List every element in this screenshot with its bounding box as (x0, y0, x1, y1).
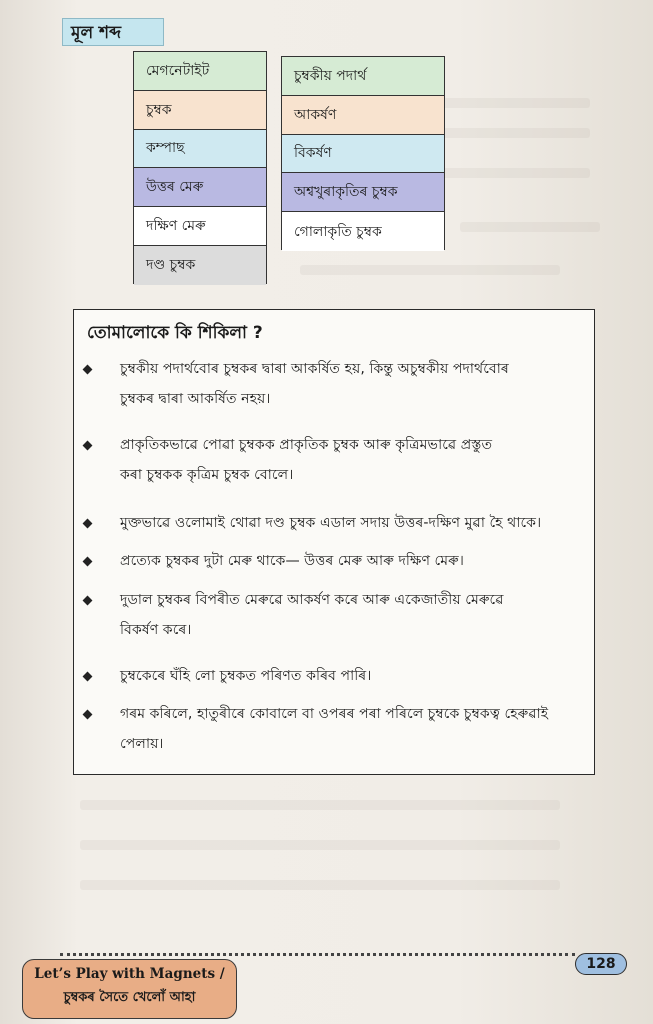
keyword-cell: কম্পাছ (134, 130, 266, 169)
bleed-through-text (80, 800, 560, 810)
book-title-en: Let’s Play with Magnets / (34, 966, 225, 982)
bullet-text-line: চুম্বকৰ দ্বাৰা আকৰ্ষিত নহয়। (120, 391, 271, 407)
footer-divider (60, 953, 575, 956)
keyword-cell: আকৰ্ষণ (282, 96, 444, 135)
bullet-text-line: প্ৰাকৃতিকভাৱে পোৱা চুম্বকক প্ৰাকৃতিক চুম্বক আৰু কৃত্ৰিমভাৱে প্ৰস্তুত (120, 437, 493, 453)
diamond-bullet-icon (83, 519, 93, 529)
keyword-list-right (281, 56, 445, 250)
book-title-as: চুম্বকৰ সৈতে খেলোঁ আহা (63, 990, 196, 1005)
keyword-cell: দণ্ড চুম্বক (134, 246, 266, 285)
keyword-heading: মূল শব্দ (62, 18, 164, 46)
book-title-badge (22, 959, 237, 1019)
keyword-cell: উত্তৰ মেৰু (134, 168, 266, 207)
keyword-cell: অশ্বখুৰাকৃতিৰ চুম্বক (282, 173, 444, 212)
summary-bullet (84, 546, 584, 576)
bullet-text-line: চুম্বকেৰে ঘঁহি লো চুম্বকত পৰিণত কৰিব পাৰি। (120, 668, 372, 684)
keyword-list-left (133, 51, 267, 284)
summary-bullet (84, 585, 584, 645)
keyword-cell: গোলাকৃতি চুম্বক (282, 212, 444, 251)
bullet-text-line: কৰা চুম্বকক কৃত্ৰিম চুম্বক বোলে। (120, 467, 294, 483)
summary-bullet (84, 699, 584, 759)
bullet-text-line: প্ৰত্যেক চুম্বকৰ দুটা মেৰু থাকে— উত্তৰ মেৰু আৰু দক্ষিণ মেৰু। (120, 553, 464, 569)
keyword-cell: মেগনেটাইট (134, 52, 266, 91)
summary-box (73, 309, 595, 775)
summary-bullet (84, 508, 584, 538)
summary-bullet (84, 430, 584, 490)
diamond-bullet-icon (83, 557, 93, 567)
diamond-bullet-icon (83, 672, 93, 682)
diamond-bullet-icon (83, 596, 93, 606)
page-number: 128 (575, 953, 627, 975)
keyword-cell: বিকৰ্ষণ (282, 135, 444, 174)
summary-bullet (84, 661, 584, 691)
bullet-text-line: বিকৰ্ষণ কৰে। (120, 622, 192, 638)
keyword-cell: দক্ষিণ মেৰু (134, 207, 266, 246)
diamond-bullet-icon (83, 441, 93, 451)
summary-title: তোমালোকে কি শিকিলা ? (87, 323, 263, 343)
diamond-bullet-icon (83, 710, 93, 720)
bleed-through-text (80, 840, 560, 850)
bleed-through-text (300, 265, 560, 275)
bullet-text-line: মুক্তভাৱে ওলোমাই থোৱা দণ্ড চুম্বক এডাল সদায় উত্তৰ-দক্ষিণ মুৱা হৈ থাকে। (120, 515, 542, 531)
bullet-text-line: গৰম কৰিলে, হাতুৰীৰে কোবালে বা ওপৰৰ পৰা পৰিলে চুম্বকে চুম্বকত্ব হেৰুৱাই (120, 706, 549, 722)
bleed-through-text (80, 880, 560, 890)
keyword-cell: চুম্বক (134, 91, 266, 130)
bullet-text-line: চুম্বকীয় পদাৰ্থবোৰ চুম্বকৰ দ্বাৰা আকৰ্ষিত হয়, কিন্তু অচুম্বকীয় পদাৰ্থবোৰ (120, 361, 509, 377)
bullet-text-line: পেলায়। (120, 736, 164, 752)
keyword-cell: চুম্বকীয় পদাৰ্থ (282, 57, 444, 96)
bleed-through-text (460, 222, 600, 232)
diamond-bullet-icon (83, 365, 93, 375)
summary-bullet (84, 354, 584, 414)
bullet-text-line: দুডাল চুম্বকৰ বিপৰীত মেৰুৱে আকৰ্ষণ কৰে আৰু একেজাতীয় মেৰুৱে (120, 592, 504, 608)
